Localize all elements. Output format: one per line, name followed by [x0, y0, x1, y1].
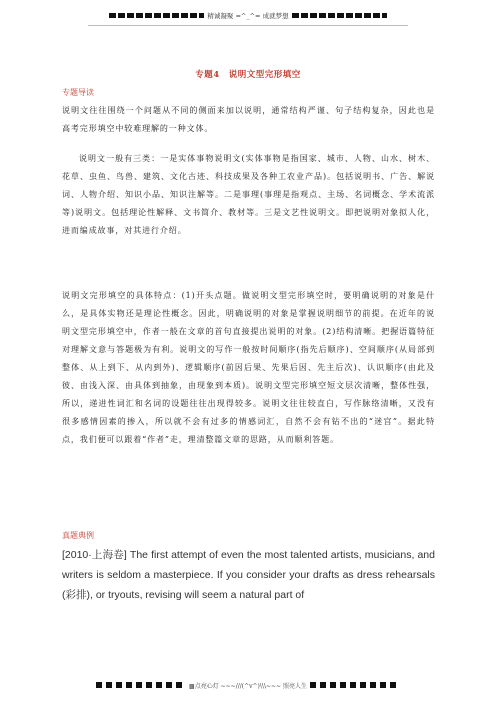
features-paragraph: 说明文完形填空的具体特点：(1)开头点题。做说明文型完形填空时，要明确说明的对象是什么，是具体实物还是理论性概念。因此，明确说明的对象是掌握说明细节的前提。在近年的说明文型完形填空中，作者一般在文章的首句直接提出说明的对象。(2)结构清晰。把握语篇特征对理解文意与答题极为有利。说明文的写作一般按时间顺序(指先后顺序)、空间顺序(从局部到整体、从上到下、从内到外)、逻辑顺序(前因后果、先果后因、先主后次)、认识顺序(由此及彼、由浅入深、由具体到抽象，由现象到本质)。说明文型完形填空短文层次清晰，整体性强，所以，递进性词汇和名词的设题往往出现得较多。说明文往往较直白，写作脉络清晰，又没有很多感情因素的掺入，所以就不会有过多的情感词汇，自然不会有钻不出的“迷宫”。据此特点，我们便可以跟着“作者”走，理清整篇文章的思路，从而顺利答题。 [62, 291, 435, 444]
example-section-label: 真题典例 [62, 531, 94, 540]
header-divider [88, 25, 408, 26]
intro-paragraph: 说明文往往围绕一个问题从不同的侧面来加以说明，通常结构严谨、句子结构复杂，因此也是高考完形填空中较难理解的一种文体。 [62, 106, 435, 133]
footer-text: ▩点亮心灯 ~~~///(^v^)\\\~~~ 照亮人生 [189, 682, 307, 690]
page-title: 专题4 说明文型完形填空 [195, 70, 301, 80]
example-passage: [2010·上海卷] The first attempt of even the most talented artists, musicians, and writers is seldom a masterpiece. If you consider your drafts as dress rehearsals (彩排), or tryouts, revising will seem a natural part of [62, 549, 435, 601]
types-paragraph: 说明文一般有三类：一是实体事物说明文(实体事物是指国家、城市、人物、山水、树木、花草、虫鱼、鸟兽、建筑、文化古迹、科技成果及各种工农业产品)。包括说明书、广告、解说词、人物介绍、知识小品、知识注解等。二是事理(事理是指观点、主场、名词概念、学术流派等)说明文。包括理论性解释、文书简介、教材等。三是文艺性说明文。即把说明对象拟人化，进而编成故事，对其进行介绍。 [62, 154, 435, 235]
header-text: 精诚凝聚 =^_^= 成就梦想 [207, 11, 289, 20]
header-right-decoration [292, 13, 387, 18]
guide-section-label: 专题导读 [62, 88, 94, 97]
page-header [88, 7, 408, 23]
page-footer [88, 679, 408, 691]
footer-right-decoration [310, 682, 400, 688]
header-left-decoration [109, 13, 204, 18]
footer-left-decoration [96, 682, 186, 688]
